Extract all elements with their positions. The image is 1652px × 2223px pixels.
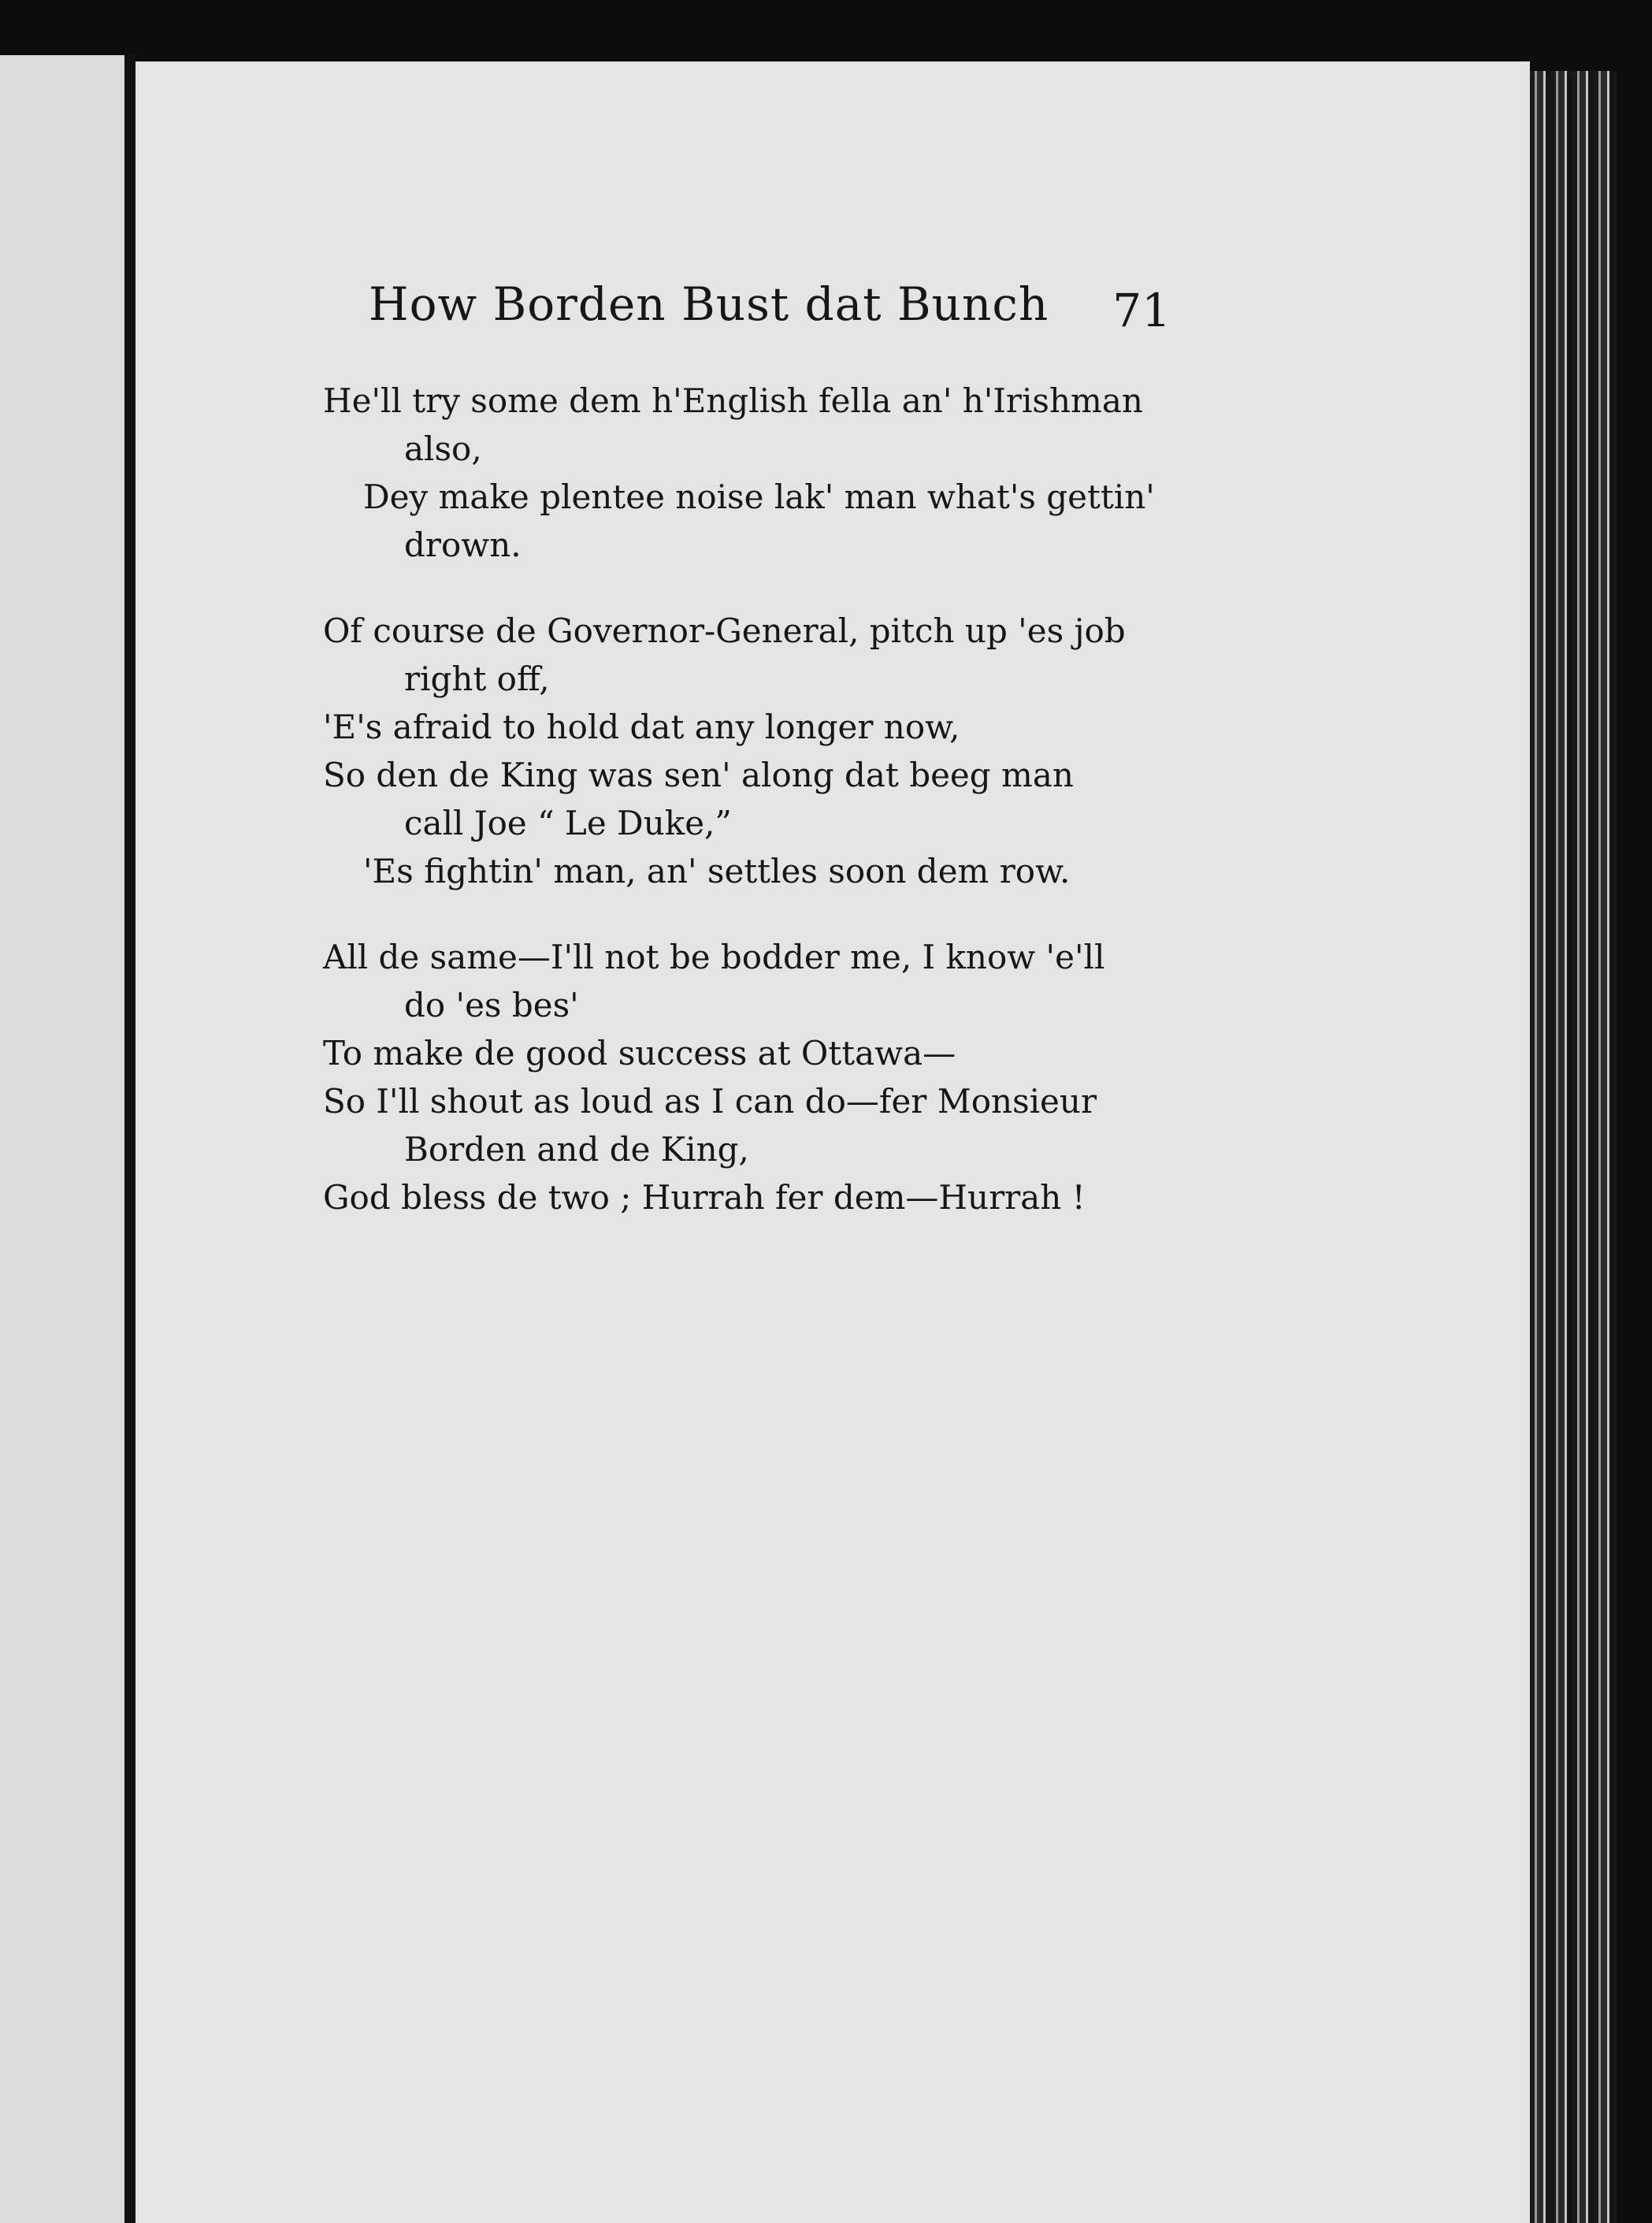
poem-line: right off, (404, 660, 550, 698)
stanza (323, 607, 1174, 895)
page-number: 71 (1112, 284, 1171, 337)
poem-line: Dey make plentee noise lak' man what's gettin' (363, 478, 1155, 516)
poem-line: Borden and de King, (404, 1130, 749, 1169)
stanza (323, 377, 1174, 569)
poem-line: drown. (404, 526, 522, 564)
page-stack-edges (1530, 71, 1617, 2223)
book-spine (124, 55, 136, 2223)
running-header-title: How Borden Bust dat Bunch (369, 277, 1049, 331)
poem-line: call Joe “ Le Duke,” (404, 804, 732, 842)
poem-line: Of course de Governor-General, pitch up 'es job (323, 612, 1126, 650)
poem-line: 'Es fightin' man, an' settles soon dem row. (363, 852, 1071, 890)
poem-line: do 'es bes' (404, 986, 579, 1024)
poem-body (323, 377, 1174, 1259)
facing-page-edge (0, 55, 124, 2223)
poem-line: also, (404, 429, 482, 468)
poem-line: All de same—I'll not be bodder me, I know 'e'll (323, 938, 1105, 976)
poem-line: So I'll shout as loud as I can do—fer Monsieur (323, 1082, 1097, 1121)
poem-line: 'E's afraid to hold dat any longer now, (323, 708, 960, 746)
stanza (323, 933, 1174, 1221)
poem-line: So den de King was sen' along dat beeg man (323, 756, 1074, 794)
poem-line: He'll try some dem h'English fella an' h'Irishman (323, 381, 1143, 420)
poem-line: God bless de two ; Hurrah fer dem—Hurrah ! (323, 1178, 1086, 1217)
poem-line: To make de good success at Ottawa— (323, 1034, 956, 1072)
